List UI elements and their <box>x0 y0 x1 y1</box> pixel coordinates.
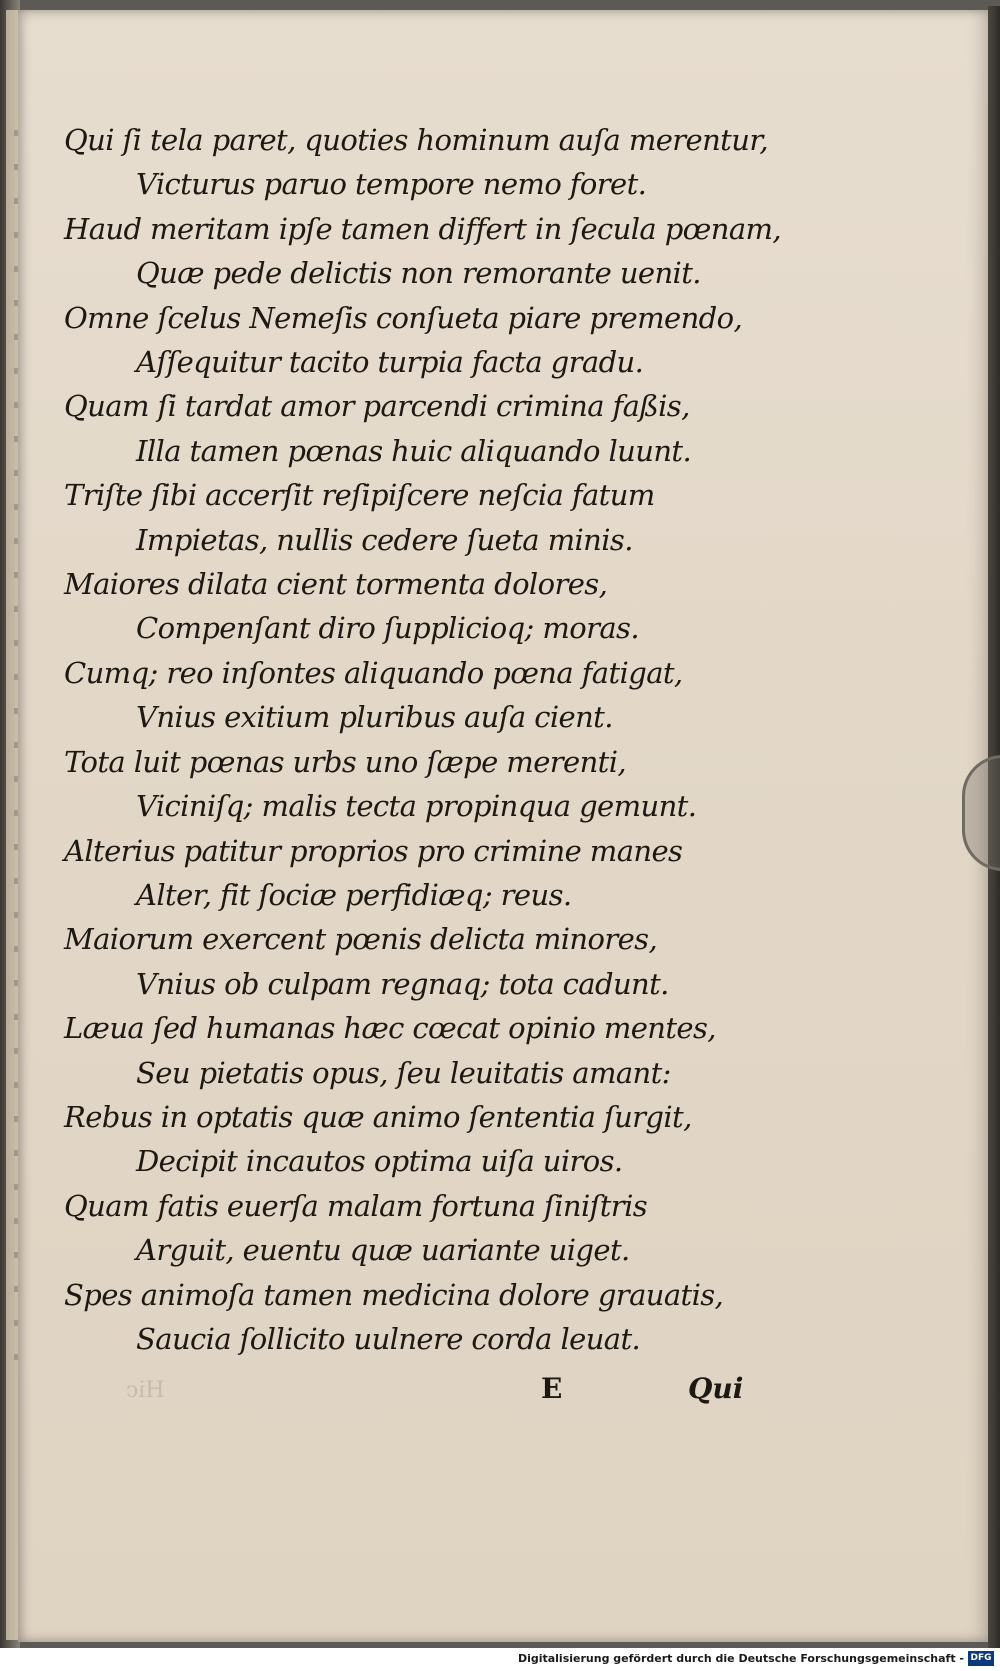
show-through-text: Hic <box>126 1378 165 1403</box>
poem-line: Saucia ſollicito uulnere corda leuat. <box>136 1321 641 1356</box>
poem-line: Vnius ob culpam regnaq; tota cadunt. <box>136 966 669 1001</box>
poem-line: Decipit incautos optima uiſa uiros. <box>136 1144 623 1179</box>
poem-line: Quæ pede delictis non remorante uenit. <box>136 256 701 291</box>
poem-line: Cumq; reo inſontes aliquando pœna fatigat, <box>64 655 683 690</box>
poem-line: Quam fatis euerſa malam fortuna ſiniſtris <box>64 1188 648 1223</box>
poem-line: Quam ſi tardat amor parcendi crimina faßis, <box>64 389 690 424</box>
poem-line: Alterius patitur proprios pro crimine manes <box>64 833 683 868</box>
poem-line: Omne ſcelus Nemeſis conſueta piare premendo, <box>64 300 743 335</box>
footer-credit: Digitalisierung gefördert durch die Deutsche Forschungsgemeinschaft - <box>517 1652 964 1665</box>
poem-line: Impietas, nullis cedere ſueta minis. <box>136 522 633 557</box>
poem-line: Spes animoſa tamen medicina dolore grauatis, <box>64 1277 724 1312</box>
poem-line: Maiores dilata cient tormenta dolores, <box>64 567 608 602</box>
poem-line: Seu pietatis opus, ſeu leuitatis amant: <box>136 1055 671 1090</box>
poem-line: Compenſant diro ſupplicioq; moras. <box>136 611 639 646</box>
poem-line: Haud meritam ipſe tamen differt in ſecula pœnam, <box>64 211 782 246</box>
poem-line: Rebus in optatis quæ animo ſententia ſurgit, <box>64 1099 692 1134</box>
poem-line: Alter, fit ſociæ perfidiæq; reus. <box>136 877 572 912</box>
poem-text-block <box>64 118 824 1361</box>
catchword: Qui <box>688 1372 744 1405</box>
signature-mark: E <box>541 1372 563 1405</box>
poem-line: Qui ſi tela paret, quoties hominum auſa merentur, <box>64 123 769 157</box>
poem-line: Vnius exitium pluribus auſa cient. <box>136 700 613 735</box>
poem-line: Maiorum exercent pœnis delicta minores, <box>64 922 658 957</box>
poem-line: Victurus paruo tempore nemo foret. <box>136 167 647 202</box>
poem-line: Arguit, euentu quæ uariante uiget. <box>136 1233 630 1268</box>
poem-line: Læua ſed humanas hæc cœcat opinio mentes, <box>64 1011 716 1046</box>
dfg-logo: DFG <box>968 1651 994 1666</box>
poem-line: Triſte ſibi accerſit reſipiſcere neſcia fatum <box>64 478 655 513</box>
poem-line: Tota luit pœnas urbs uno ſæpe merenti, <box>64 744 627 779</box>
poem-line: Viciniſq; malis tecta propinqua gemunt. <box>136 789 697 824</box>
poem-line: Aſſequitur tacito turpia facta gradu. <box>136 345 644 380</box>
poem-line: Illa tamen pœnas huic aliquando luunt. <box>136 433 692 468</box>
digitization-footer <box>0 1648 1000 1671</box>
